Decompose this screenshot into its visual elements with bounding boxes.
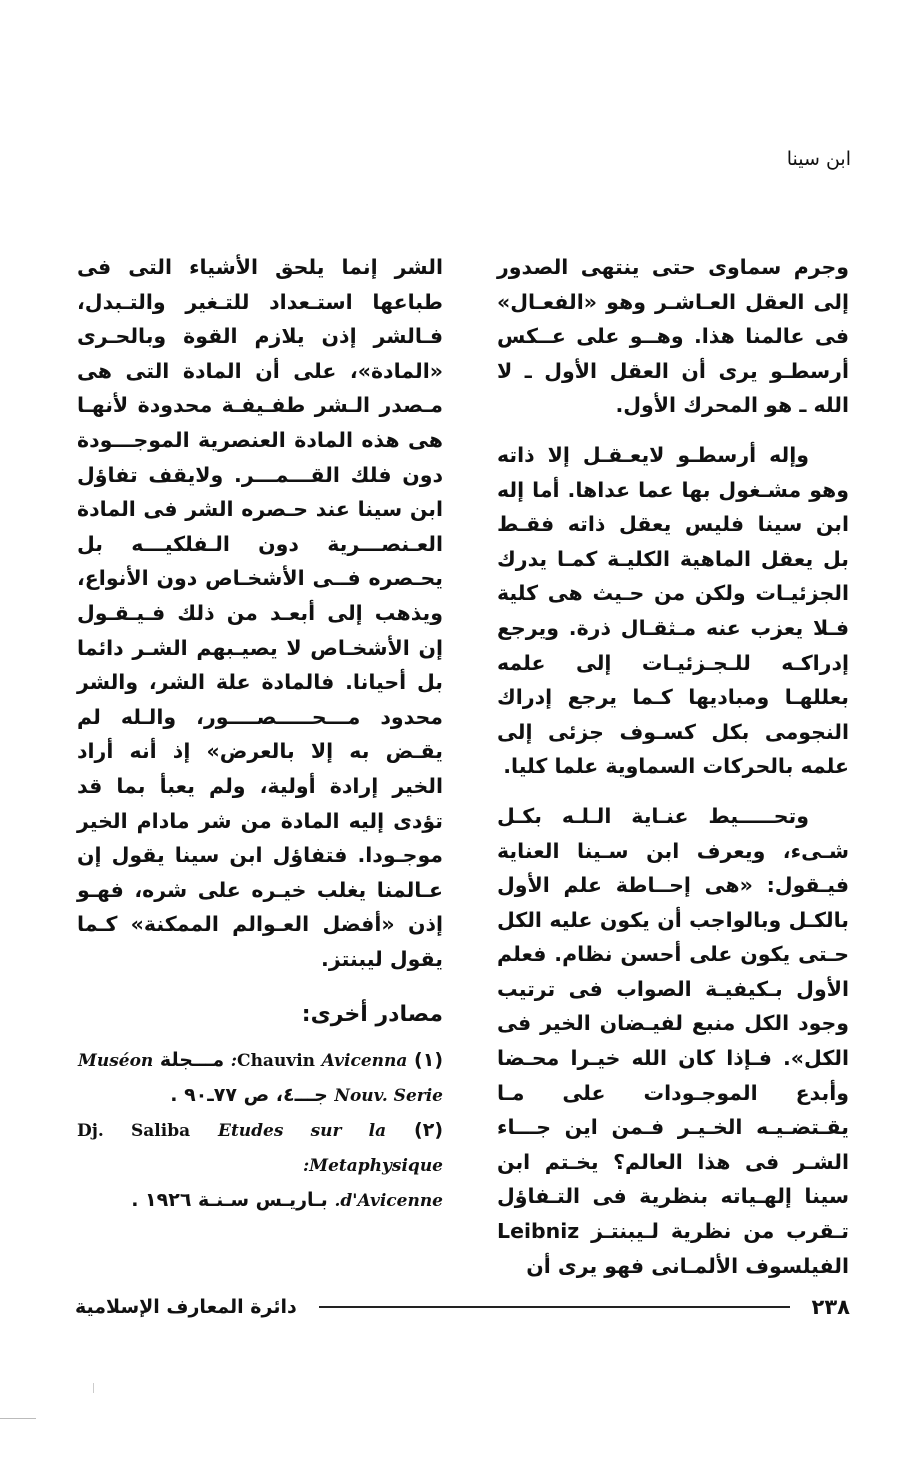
reference-series: Nouv. Serie: [334, 1086, 443, 1107]
reference-line: [77, 1113, 443, 1183]
reference-place: بـاريـس سـنـة ١٩٢٦ .: [131, 1189, 328, 1212]
scan-artifact: [93, 1383, 94, 1393]
reference-author: Dj. Saliba: [77, 1121, 191, 1142]
reference-title: Avicenna:: [230, 1051, 408, 1072]
reference-title-continued: d'Avicenne.: [334, 1191, 443, 1212]
scan-artifact: [0, 1418, 36, 1419]
footer-rule: [319, 1306, 790, 1308]
journal-name: دائرة المعارف الإسلامية: [75, 1296, 297, 1318]
page-number: ٢٣٨: [811, 1295, 850, 1319]
right-column: [497, 250, 849, 1298]
reference-line: [77, 1078, 443, 1113]
running-head: ابن سينا: [786, 148, 851, 170]
reference-journal-ar: مـــجلة: [159, 1049, 225, 1072]
reference-journal: Muséon: [78, 1051, 154, 1072]
left-column: [77, 250, 443, 1218]
sources-title: مصادر أخرى:: [301, 1002, 443, 1028]
reference-number: (٢): [414, 1119, 443, 1142]
reference-number: (١): [414, 1049, 443, 1072]
paragraph: وإله أرسطـو لايعـقـل إلا ذاته وهو مشـغول بها عما عداها. أما إله ابن سينا فليس يعقل ذاته فقـط بل يعقل الماهية الكليـة كمـا يدرك الجزئيـات ولكن من حـيث هى كلية فـلا يعزب عنه مـثقـال ذرة. ويرجع إدراكـه للـجـزئيـات إلى علمه بعللهـا ومباديها كـما يرجع إدراك النجومى بكل كسـوف جزئى إلى علمه بالحركات السماوية علما كليا.: [497, 442, 849, 779]
paragraph: وتحـــــيط عنـاية الـلـه بكـل شـىء، ويعرف ابن سـينا العناية فيـقول: «هى إحــاطة علم الأول بالكـل وبالواجب أن يكون عليه الكل حـتى يكون على أحسن نظام. فعلم الأول بـكيفيـة الصواب فى ترتيب وجود الكل منبع لفيـضان الخير فى الكل». فـإذا كان الله خيـرا محـضا وأبدع الموجـودات على مـا يقـتضـيـه الخـيـر فـمن اين جـــاء الشـر فى هذا العالم؟ يخـتم ابن سينا إلهـياته بنظرية فى التـفاؤل تـقرب من نظرية لـيبنتـز Leibniz الفيلسوف الألمـانى فهو يرى أن: [497, 803, 849, 1278]
reference-title: Etudes sur la Metaphysique:: [217, 1121, 443, 1177]
reference-line: [77, 1183, 443, 1218]
paragraph: الشر إنما يلحق الأشياء التى فى طباعها استـعداد للتـغير والتـبدل، فـالشر إذن يلازم القوة وبالحـرى «المادة»، على أن المادة التى هى مـصدر الـشر طفـيفـة محدودة لأنهـا هى هذه المادة العنصرية الموجـــودة دون فلك القـــمـــر. ولايقف تفاؤل ابن سينا عند حـصره الشر فى المادة العـنصـــرية دون الـفلكيـــه بل يحـصره فــى الأشخـاص دون الأنواع، ويذهب إلى أبعـد من ذلك فـيـقـول إن الأشخـاص لا يصيـبهم الشـر دائما بل أحيانا. فالمادة علة الشر، والشر محدود مـــحـــــصــــور، والـله لم يقـض به إلا بالعرض» إذ أنه أراد الخير إرادة أولية، ولم يعبأ بما قد تؤدى إليه المادة من شر مادام الخير موجـودا. فتفاؤل ابن سينا يقول إن عـالمنا يغلب خيـره على شره، فهـو إذن «أفضل العـوالم الممكنة» كـما يقول ليبنتز.: [77, 255, 443, 971]
reference-2: [77, 1113, 443, 1218]
page-footer: [75, 1292, 850, 1322]
reference-line: [77, 1043, 443, 1078]
paragraph: وجرم سماوى حتى ينتهى الصدور إلى العقل العـاشـر وهو «الفعـال» فى عالمنا هذا. وهــو على عــكس أرسطـو يرى أن العقل الأول ـ لا الله ـ هو المحرك الأول.: [497, 255, 849, 418]
reference-volume: جـــ٤، ص ٧٧ـ٩٠ .: [170, 1084, 328, 1107]
reference-author: Chauvin: [237, 1051, 316, 1072]
reference-1: [77, 1043, 443, 1113]
